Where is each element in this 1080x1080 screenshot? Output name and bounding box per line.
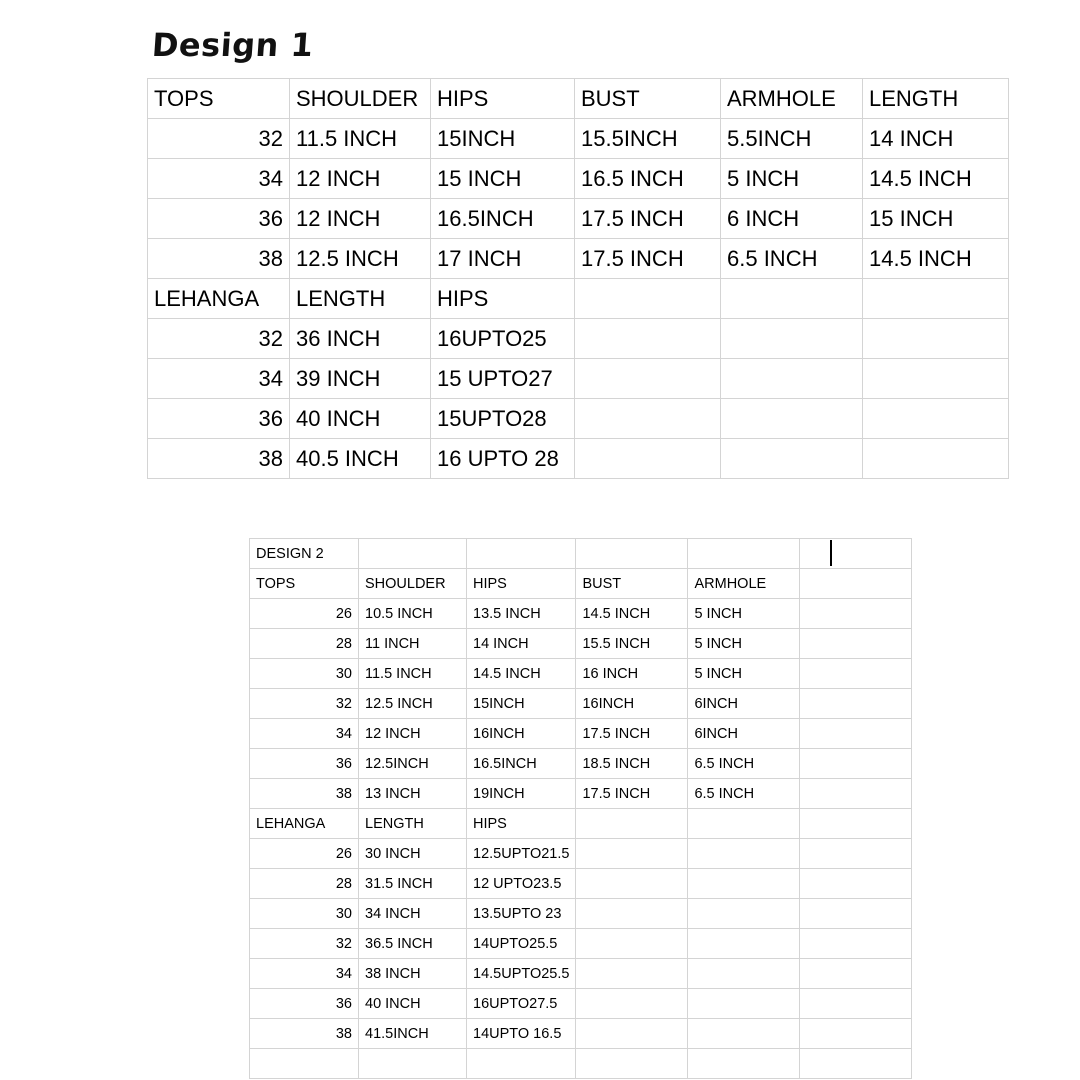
table-cell[interactable]	[575, 319, 721, 359]
table-cell[interactable]: 16 INCH	[576, 659, 688, 689]
table-cell[interactable]	[800, 719, 912, 749]
table-cell[interactable]: 14.5UPTO25.5	[467, 959, 576, 989]
table-cell[interactable]: 36	[148, 199, 290, 239]
table-cell[interactable]	[575, 439, 721, 479]
table-cell[interactable]	[467, 1049, 576, 1079]
table-cell[interactable]: 34	[148, 159, 290, 199]
table-cell[interactable]	[800, 599, 912, 629]
table-cell[interactable]	[800, 1019, 912, 1049]
table-cell[interactable]: 36	[148, 399, 290, 439]
table-cell[interactable]: 13 INCH	[359, 779, 467, 809]
table-cell[interactable]	[800, 539, 912, 569]
table-cell[interactable]: 36 INCH	[290, 319, 431, 359]
table-cell[interactable]: SHOULDER	[359, 569, 467, 599]
table-cell[interactable]	[688, 929, 800, 959]
table-cell[interactable]	[800, 1049, 912, 1079]
table-cell[interactable]: 17.5 INCH	[576, 779, 688, 809]
table-cell[interactable]: BUST	[576, 569, 688, 599]
table-cell[interactable]: LENGTH	[359, 809, 467, 839]
table-cell[interactable]: 32	[250, 929, 359, 959]
table-row	[148, 159, 1009, 199]
table-cell[interactable]: 14 INCH	[467, 629, 576, 659]
text-cursor	[830, 540, 832, 566]
table-cell[interactable]: 5 INCH	[688, 629, 800, 659]
table-cell[interactable]	[688, 1049, 800, 1079]
table-cell[interactable]	[359, 539, 467, 569]
table-cell[interactable]: 40 INCH	[290, 399, 431, 439]
table-cell[interactable]: 40.5 INCH	[290, 439, 431, 479]
table-cell[interactable]: LENGTH	[863, 79, 1009, 119]
table-row	[250, 659, 912, 689]
table-cell[interactable]: 6.5 INCH	[688, 779, 800, 809]
table-cell[interactable]	[576, 809, 688, 839]
table-cell[interactable]	[576, 539, 688, 569]
table-cell[interactable]: 15.5 INCH	[576, 629, 688, 659]
table-cell[interactable]: LENGTH	[290, 279, 431, 319]
table-cell[interactable]	[575, 279, 721, 319]
table-cell[interactable]: 6INCH	[688, 689, 800, 719]
table-row	[250, 599, 912, 629]
table-row	[250, 1049, 912, 1079]
table-cell[interactable]	[800, 899, 912, 929]
table-cell[interactable]	[688, 1019, 800, 1049]
design-1-table-body	[148, 79, 1009, 479]
design-1-heading: Design 1	[150, 26, 315, 64]
table-cell[interactable]	[800, 869, 912, 899]
table-cell[interactable]: 5 INCH	[721, 159, 863, 199]
table-cell[interactable]: 16UPTO27.5	[467, 989, 576, 1019]
table-cell[interactable]: 15 UPTO27	[431, 359, 575, 399]
table-cell[interactable]: 19INCH	[467, 779, 576, 809]
table-cell[interactable]: 36	[250, 989, 359, 1019]
table-cell[interactable]	[575, 399, 721, 439]
design-2-table-body	[250, 539, 912, 1079]
table-cell[interactable]: 12 UPTO23.5	[467, 869, 576, 899]
table-cell[interactable]: 34	[250, 719, 359, 749]
table-cell[interactable]: DESIGN 2	[250, 539, 359, 569]
table-cell[interactable]: 34	[250, 959, 359, 989]
table-cell[interactable]	[800, 629, 912, 659]
table-cell[interactable]: 11.5 INCH	[359, 659, 467, 689]
table-cell[interactable]: 12.5UPTO21.5	[467, 839, 576, 869]
table-cell[interactable]: 11 INCH	[359, 629, 467, 659]
table-cell[interactable]	[800, 989, 912, 1019]
table-row	[250, 929, 912, 959]
table-cell[interactable]	[800, 809, 912, 839]
table-cell[interactable]: TOPS	[250, 569, 359, 599]
table-cell[interactable]	[800, 569, 912, 599]
table-row	[148, 279, 1009, 319]
table-cell[interactable]: 38	[250, 1019, 359, 1049]
table-cell[interactable]	[575, 359, 721, 399]
table-cell[interactable]: 12.5 INCH	[290, 239, 431, 279]
table-cell[interactable]	[800, 659, 912, 689]
table-cell[interactable]	[863, 279, 1009, 319]
table-cell[interactable]: 10.5 INCH	[359, 599, 467, 629]
table-cell[interactable]: 16UPTO25	[431, 319, 575, 359]
design-2-table-wrapper	[249, 538, 912, 1079]
table-cell[interactable]: 16.5 INCH	[575, 159, 721, 199]
table-cell[interactable]: 14.5 INCH	[467, 659, 576, 689]
table-cell[interactable]: 6 INCH	[721, 199, 863, 239]
table-cell[interactable]: 14 INCH	[863, 119, 1009, 159]
table-row	[250, 749, 912, 779]
table-cell[interactable]: 16 UPTO 28	[431, 439, 575, 479]
table-cell[interactable]	[800, 749, 912, 779]
table-row	[148, 319, 1009, 359]
table-cell[interactable]: LEHANGA	[148, 279, 290, 319]
table-cell[interactable]	[250, 1049, 359, 1079]
table-cell[interactable]: 14.5 INCH	[863, 239, 1009, 279]
table-cell[interactable]: 16.5INCH	[431, 199, 575, 239]
table-row	[148, 359, 1009, 399]
table-cell[interactable]	[863, 399, 1009, 439]
table-cell[interactable]	[576, 869, 688, 899]
table-cell[interactable]	[721, 439, 863, 479]
table-cell[interactable]: 14UPTO 16.5	[467, 1019, 576, 1049]
table-cell[interactable]: TOPS	[148, 79, 290, 119]
table-cell[interactable]: 11.5 INCH	[290, 119, 431, 159]
table-cell[interactable]	[688, 989, 800, 1019]
table-cell[interactable]: 30 INCH	[359, 839, 467, 869]
table-cell[interactable]: 41.5INCH	[359, 1019, 467, 1049]
table-cell[interactable]: 38	[250, 779, 359, 809]
table-cell[interactable]: 14.5 INCH	[576, 599, 688, 629]
table-cell[interactable]: 36.5 INCH	[359, 929, 467, 959]
table-cell[interactable]: 18.5 INCH	[576, 749, 688, 779]
table-cell[interactable]: 5.5INCH	[721, 119, 863, 159]
table-row	[250, 809, 912, 839]
table-cell[interactable]: 26	[250, 599, 359, 629]
table-cell[interactable]: HIPS	[467, 809, 576, 839]
table-cell[interactable]: SHOULDER	[290, 79, 431, 119]
table-cell[interactable]	[467, 539, 576, 569]
table-cell[interactable]	[576, 839, 688, 869]
table-cell[interactable]: 28	[250, 629, 359, 659]
table-cell[interactable]: 5 INCH	[688, 599, 800, 629]
table-cell[interactable]	[576, 929, 688, 959]
table-cell[interactable]: 40 INCH	[359, 989, 467, 1019]
table-cell[interactable]: 30	[250, 899, 359, 929]
table-cell[interactable]: ARMHOLE	[688, 569, 800, 599]
table-cell[interactable]: 15UPTO28	[431, 399, 575, 439]
table-cell[interactable]: 17.5 INCH	[576, 719, 688, 749]
table-cell[interactable]: 38 INCH	[359, 959, 467, 989]
table-cell[interactable]: 13.5UPTO 23	[467, 899, 576, 929]
design-1-table-wrapper	[147, 78, 1009, 479]
table-row	[250, 629, 912, 659]
table-cell[interactable]	[688, 959, 800, 989]
table-cell[interactable]	[576, 899, 688, 929]
table-cell[interactable]: 31.5 INCH	[359, 869, 467, 899]
table-cell[interactable]	[721, 359, 863, 399]
table-cell[interactable]	[800, 839, 912, 869]
table-cell[interactable]: 12.5 INCH	[359, 689, 467, 719]
table-cell[interactable]: 14.5 INCH	[863, 159, 1009, 199]
table-row	[148, 119, 1009, 159]
table-row	[250, 569, 912, 599]
table-cell[interactable]	[800, 929, 912, 959]
design-1-size-chart-table	[147, 78, 1009, 479]
table-cell[interactable]: 16.5INCH	[467, 749, 576, 779]
table-cell[interactable]	[688, 539, 800, 569]
table-cell[interactable]	[721, 399, 863, 439]
table-cell[interactable]: 34 INCH	[359, 899, 467, 929]
table-cell[interactable]: 15 INCH	[863, 199, 1009, 239]
table-cell[interactable]: BUST	[575, 79, 721, 119]
table-cell[interactable]: 26	[250, 839, 359, 869]
table-cell[interactable]: 32	[148, 319, 290, 359]
table-cell[interactable]: HIPS	[431, 279, 575, 319]
table-cell[interactable]: 32	[148, 119, 290, 159]
table-cell[interactable]: 16INCH	[467, 719, 576, 749]
table-cell[interactable]: 15INCH	[431, 119, 575, 159]
table-cell[interactable]: HIPS	[467, 569, 576, 599]
table-cell[interactable]: 15INCH	[467, 689, 576, 719]
table-cell[interactable]	[359, 1049, 467, 1079]
table-cell[interactable]	[576, 989, 688, 1019]
table-row	[250, 1019, 912, 1049]
table-cell[interactable]	[688, 899, 800, 929]
table-cell[interactable]: 38	[148, 239, 290, 279]
table-cell[interactable]: 16INCH	[576, 689, 688, 719]
table-row	[250, 689, 912, 719]
table-cell[interactable]	[721, 319, 863, 359]
table-cell[interactable]	[800, 779, 912, 809]
table-cell[interactable]: 6INCH	[688, 719, 800, 749]
table-row	[148, 199, 1009, 239]
design-2-size-chart-table	[249, 538, 912, 1079]
table-cell[interactable]: 12 INCH	[359, 719, 467, 749]
table-row	[148, 439, 1009, 479]
table-cell[interactable]: 17.5 INCH	[575, 199, 721, 239]
table-cell[interactable]: 12 INCH	[290, 199, 431, 239]
table-cell[interactable]	[863, 439, 1009, 479]
table-cell[interactable]: 38	[148, 439, 290, 479]
table-cell[interactable]	[688, 869, 800, 899]
table-cell[interactable]	[576, 1049, 688, 1079]
table-row	[250, 869, 912, 899]
table-row	[250, 779, 912, 809]
table-row	[148, 79, 1009, 119]
table-cell[interactable]: 32	[250, 689, 359, 719]
table-cell[interactable]	[863, 359, 1009, 399]
table-cell[interactable]: 6.5 INCH	[721, 239, 863, 279]
table-row	[250, 959, 912, 989]
table-row	[250, 719, 912, 749]
table-row	[148, 239, 1009, 279]
table-cell[interactable]: 28	[250, 869, 359, 899]
table-row	[250, 839, 912, 869]
table-cell[interactable]: 30	[250, 659, 359, 689]
table-cell[interactable]: LEHANGA	[250, 809, 359, 839]
table-cell[interactable]: ARMHOLE	[721, 79, 863, 119]
table-cell[interactable]: 6.5 INCH	[688, 749, 800, 779]
table-cell[interactable]: 34	[148, 359, 290, 399]
table-cell[interactable]	[576, 959, 688, 989]
table-cell[interactable]: 12.5INCH	[359, 749, 467, 779]
table-row	[148, 399, 1009, 439]
table-cell[interactable]	[800, 959, 912, 989]
table-cell[interactable]: 14UPTO25.5	[467, 929, 576, 959]
table-row	[250, 989, 912, 1019]
table-cell[interactable]: 13.5 INCH	[467, 599, 576, 629]
table-cell[interactable]	[800, 689, 912, 719]
table-cell[interactable]: 15 INCH	[431, 159, 575, 199]
table-row	[250, 899, 912, 929]
table-cell[interactable]: 15.5INCH	[575, 119, 721, 159]
table-cell[interactable]: HIPS	[431, 79, 575, 119]
table-cell[interactable]	[688, 809, 800, 839]
table-cell[interactable]: 17.5 INCH	[575, 239, 721, 279]
table-cell[interactable]	[576, 1019, 688, 1049]
table-cell[interactable]	[688, 839, 800, 869]
table-cell[interactable]: 5 INCH	[688, 659, 800, 689]
table-cell[interactable]	[863, 319, 1009, 359]
table-cell[interactable]: 17 INCH	[431, 239, 575, 279]
table-cell[interactable]: 36	[250, 749, 359, 779]
table-cell[interactable]	[721, 279, 863, 319]
table-cell[interactable]: 12 INCH	[290, 159, 431, 199]
table-row	[250, 539, 912, 569]
table-cell[interactable]: 39 INCH	[290, 359, 431, 399]
